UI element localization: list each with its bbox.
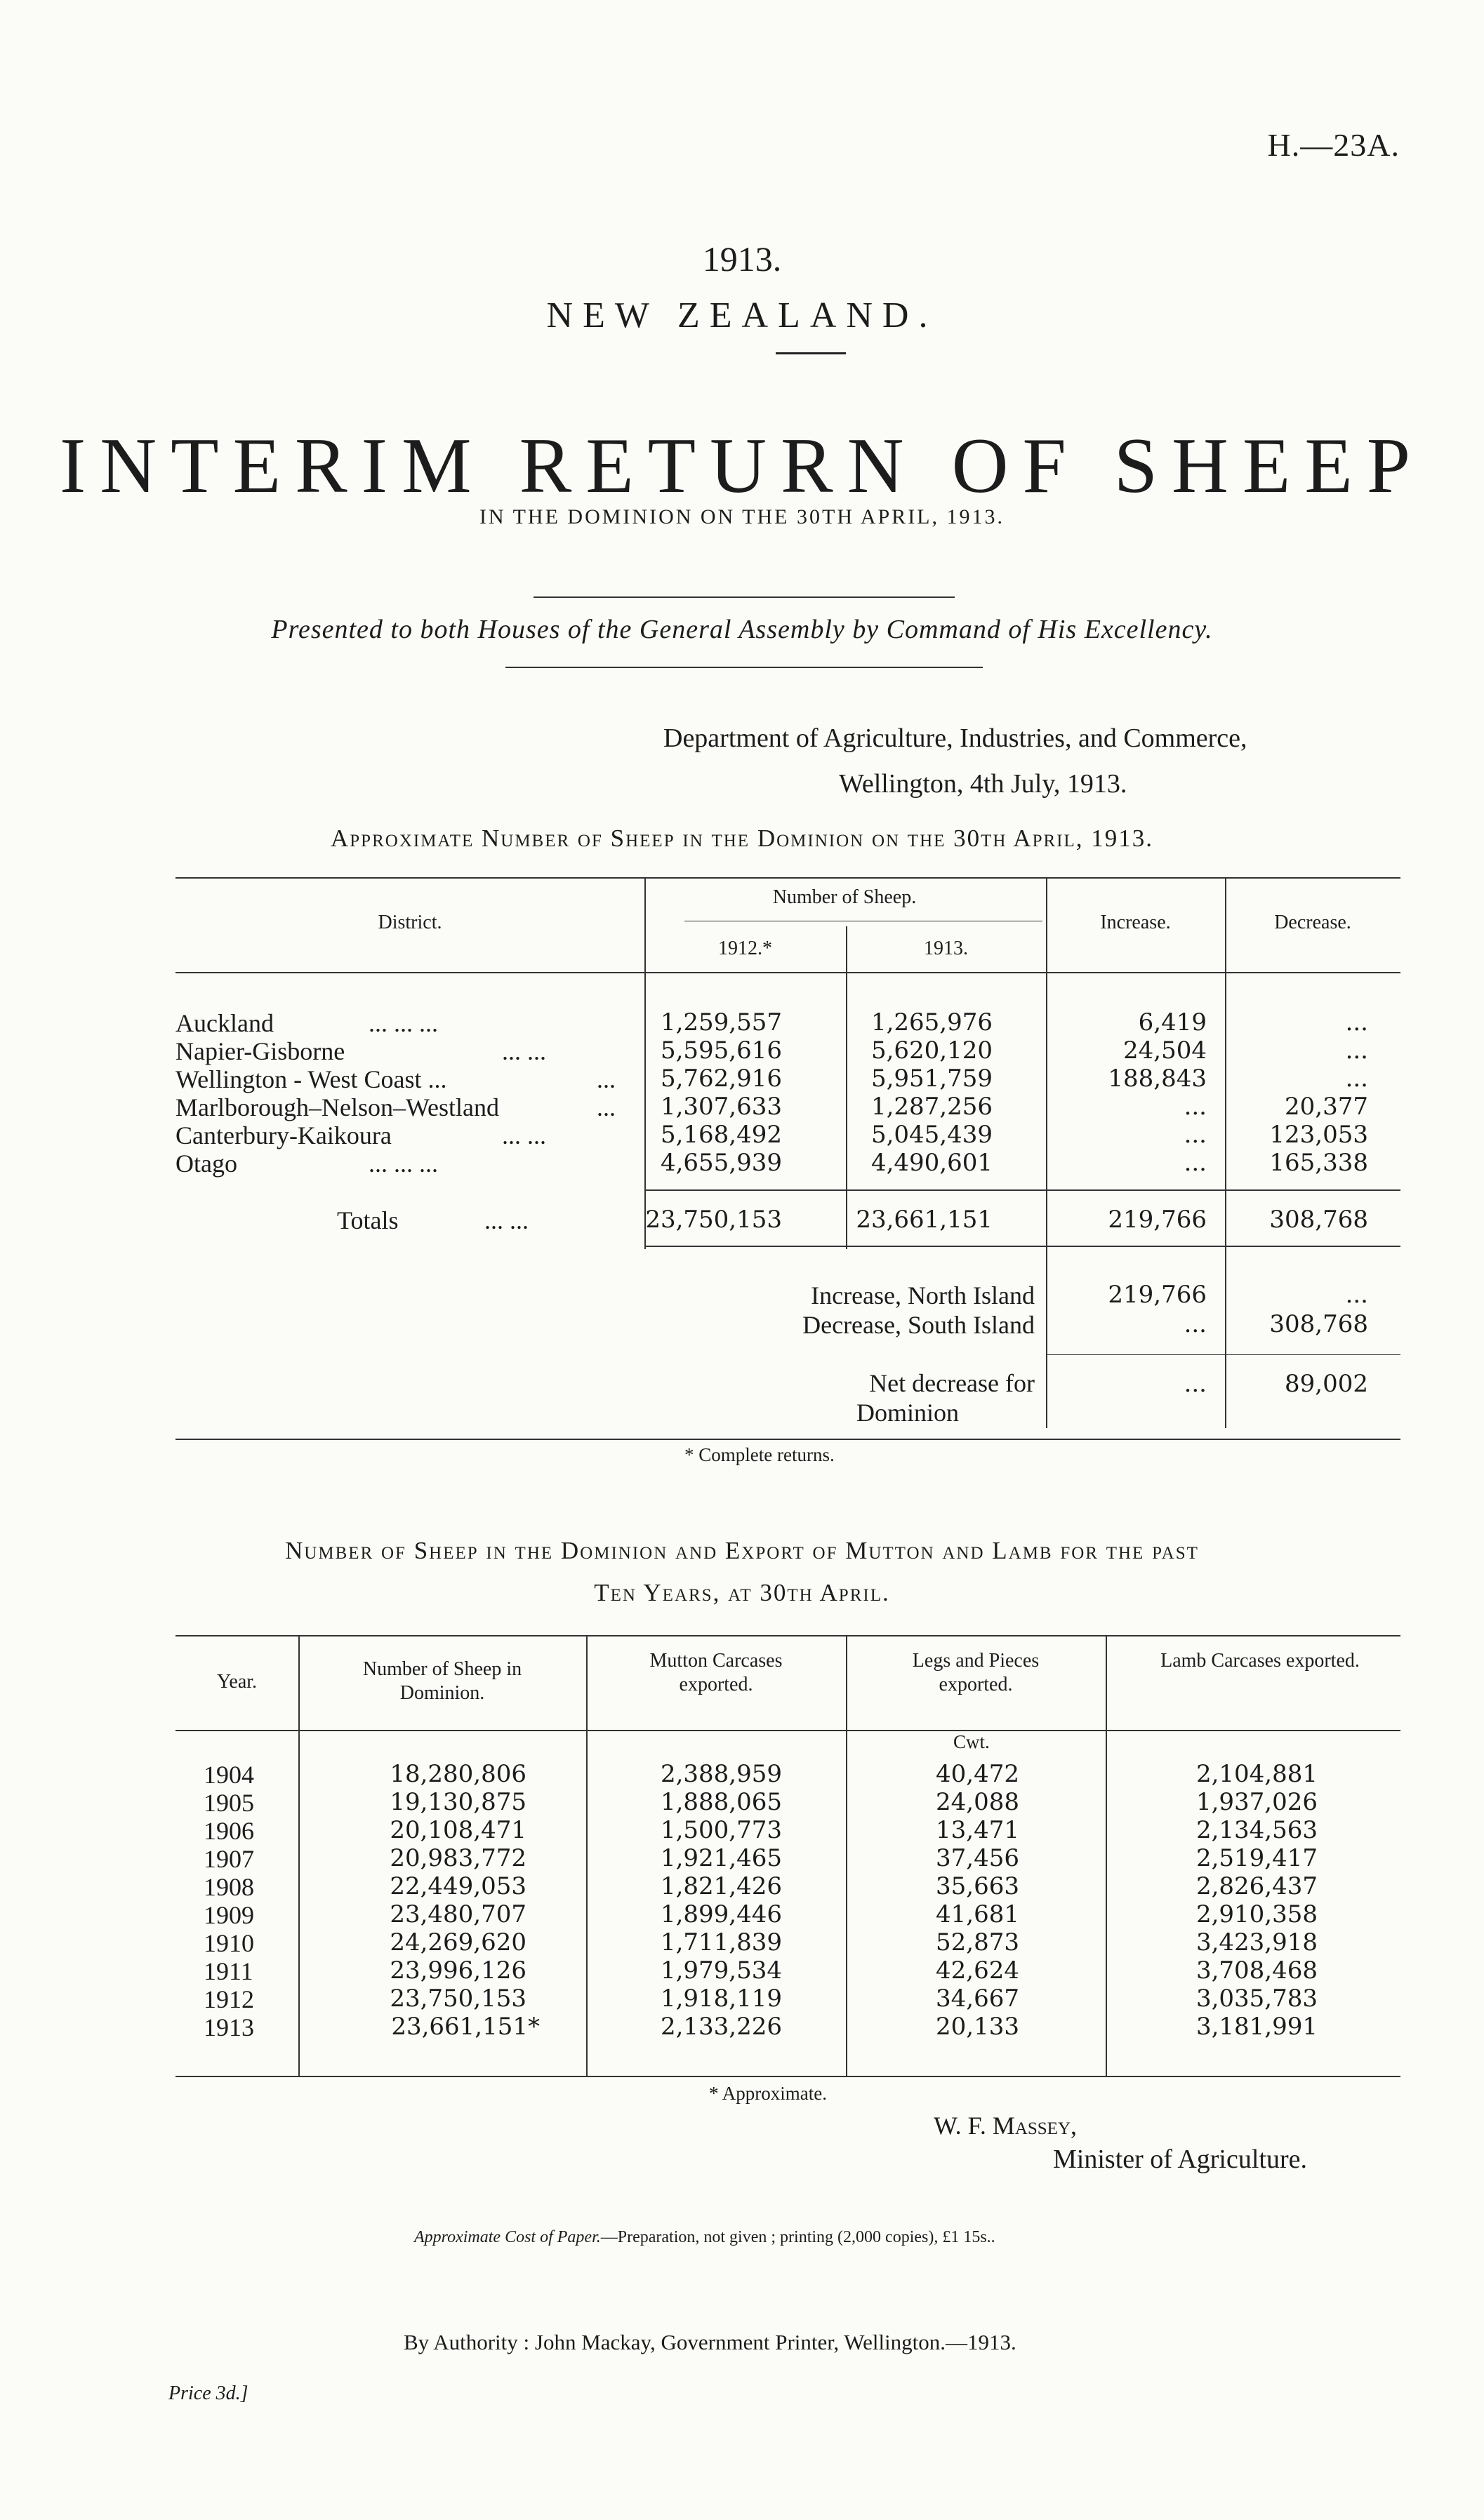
leader-dots: ... ... ... [369, 1009, 438, 1037]
net-increase: ... [1184, 1370, 1207, 1398]
cost-label: Approximate Cost of Paper. [414, 2228, 601, 2246]
presented-line: Presented to both Houses of the General Assembly by Command of His Excellency. [271, 615, 1213, 644]
summary-decrease: ... [1345, 1281, 1368, 1309]
year-cell: 1905 [204, 1789, 254, 1817]
legs-cell: 37,456 [936, 1844, 1019, 1872]
year-cell: 1911 [204, 1957, 253, 1985]
increase-value: 6,419 [1138, 1008, 1207, 1036]
legs-cell: 24,088 [936, 1788, 1019, 1816]
title-rule [776, 352, 846, 354]
increase-value: 24,504 [1123, 1036, 1207, 1065]
table1-col-divider-4 [1225, 877, 1226, 1428]
sheep-1913: 5,951,759 [870, 1065, 993, 1093]
year-cell: 1906 [204, 1817, 254, 1845]
sheep-cell: 23,750,153 [390, 1985, 526, 2013]
col-header-1912: 1912.* [718, 938, 772, 959]
sheep-1913: 4,490,601 [870, 1149, 993, 1177]
lamb-cell: 2,134,563 [1195, 1816, 1318, 1844]
mutton-cell: 1,979,534 [660, 1956, 782, 1985]
lamb-cell: 2,910,358 [1195, 1900, 1318, 1928]
mutton-cell: 1,821,426 [660, 1872, 782, 1900]
sheep-cell: 20,983,772 [390, 1844, 526, 1872]
total-increase: 219,766 [1108, 1206, 1207, 1234]
page-title: INTERIM RETURN OF SHEEP [59, 422, 1425, 509]
summary-increase: ... [1184, 1310, 1207, 1338]
net-label-line2: Dominion [856, 1399, 960, 1427]
country-heading: NEW ZEALAND. [546, 295, 938, 335]
table2-col-divider-3 [846, 1635, 847, 2076]
mutton-cell: 2,133,226 [660, 2013, 782, 2041]
increase-value: ... [1184, 1149, 1207, 1177]
year-cell: 1909 [204, 1901, 254, 1929]
table2-col-divider-1 [298, 1635, 300, 2076]
leader-dots: ... [597, 1065, 616, 1093]
leader-dots: ... ... [502, 1121, 546, 1149]
table2-header-rule [175, 1730, 1400, 1731]
net-label-line1: Net decrease for [869, 1369, 1035, 1397]
mutton-cell: 1,899,446 [660, 1900, 782, 1928]
net-decrease: 89,002 [1285, 1370, 1368, 1398]
year-cell: 1913 [204, 2013, 254, 2041]
legs-cell: 41,681 [936, 1900, 1019, 1928]
col-header-district: District. [378, 912, 442, 933]
col-header-lamb: Lamb Carcases exported. [1160, 1650, 1360, 1672]
summary-decrease: 308,768 [1269, 1310, 1368, 1338]
increase-value: ... [1184, 1121, 1207, 1149]
legs-cell: 40,472 [936, 1760, 1019, 1788]
signatory-name: W. F. Massey, [934, 2112, 1078, 2140]
col-header-legs: Legs and Pieces exported. [912, 1650, 1040, 1695]
table1-title: Approximate Number of Sheep in the Dominion on the 30th April, 1913. [331, 825, 1153, 852]
sheep-1913: 5,620,120 [870, 1036, 993, 1065]
printer-line: By Authority : John Mackay, Government Printer, Wellington.—1913. [404, 2330, 1016, 2354]
sheep-1912: 5,595,616 [660, 1036, 782, 1065]
mutton-cell: 1,500,773 [660, 1816, 782, 1844]
summary-increase: 219,766 [1108, 1281, 1207, 1309]
col-header-increase: Increase. [1100, 912, 1171, 933]
year-cell: 1907 [204, 1845, 254, 1873]
sheep-1913: 1,265,976 [870, 1008, 993, 1036]
summary-label: Increase, North Island [811, 1281, 1035, 1309]
cost-text: —Preparation, not given ; printing (2,000 copies), £1 15s.. [600, 2228, 995, 2246]
sheep-1912: 5,168,492 [660, 1121, 782, 1149]
col-header-1913: 1913. [924, 938, 968, 959]
lamb-cell: 2,826,437 [1195, 1872, 1318, 1900]
col-header-number-of-sheep: Number of Sheep. [772, 886, 917, 908]
leader-dots: ... ... [484, 1206, 529, 1234]
year-cell: 1904 [204, 1761, 254, 1789]
sheep-1912: 1,259,557 [660, 1008, 782, 1036]
mutton-cell: 2,388,959 [660, 1760, 782, 1788]
sheep-1912: 4,655,939 [660, 1149, 782, 1177]
sheep-cell: 23,480,707 [390, 1900, 526, 1928]
lamb-cell: 3,181,991 [1195, 2013, 1318, 2041]
table2-footnote: * Approximate. [709, 2083, 827, 2104]
sheep-cell: 19,130,875 [390, 1788, 526, 1816]
increase-value: 188,843 [1108, 1065, 1207, 1093]
sheep-1912: 1,307,633 [660, 1093, 782, 1121]
district-name: Wellington - West Coast ... [175, 1065, 447, 1093]
mutton-cell: 1,888,065 [660, 1788, 782, 1816]
year-cell: 1910 [204, 1929, 254, 1957]
mutton-cell: 1,711,839 [660, 1928, 782, 1956]
sheep-1913: 1,287,256 [870, 1093, 993, 1121]
lamb-cell: 1,937,026 [1195, 1788, 1318, 1816]
decrease-value: 165,338 [1269, 1149, 1368, 1177]
table1-col-divider-3 [1046, 877, 1047, 1428]
sheep-cell: 23,661,151* [391, 2013, 540, 2041]
district-name: Marlborough–Nelson–Westland [175, 1093, 500, 1121]
summary-label: Decrease, South Island [802, 1311, 1035, 1339]
department-line: Department of Agriculture, Industries, and Commerce, [663, 724, 1247, 753]
signatory-title: Minister of Agriculture. [1053, 2145, 1307, 2174]
col-header-mutton: Mutton Carcases exported. [649, 1650, 783, 1695]
table1-totals-top-rule [646, 1189, 1400, 1191]
increase-value: ... [1184, 1093, 1207, 1121]
mutton-cell: 1,921,465 [660, 1844, 782, 1872]
col-header-decrease: Decrease. [1274, 912, 1351, 933]
col-header-year: Year. [216, 1671, 258, 1693]
price-note: Price 3d.] [168, 2382, 249, 2404]
total-1912: 23,750,153 [645, 1206, 782, 1234]
table2-bottom-rule [175, 2076, 1400, 2077]
lamb-cell: 3,423,918 [1195, 1928, 1318, 1956]
sheep-cell: 23,996,126 [390, 1956, 526, 1985]
place-date-line: Wellington, 4th July, 1913. [839, 769, 1127, 799]
table1-col-divider-2 [846, 926, 847, 1249]
mutton-cell: 1,918,119 [660, 1985, 782, 2013]
legs-cell: 35,663 [936, 1872, 1019, 1900]
table2-col-divider-2 [586, 1635, 588, 2076]
year-cell: 1912 [204, 1985, 254, 2013]
rule-above-presented [534, 596, 955, 598]
table1-bottom-rule [175, 1439, 1400, 1440]
table2-title-line1: Number of Sheep in the Dominion and Export of Mutton and Lamb for the past [285, 1537, 1199, 1564]
rule-below-presented [505, 667, 983, 668]
legs-cell: 42,624 [936, 1956, 1019, 1985]
totals-label: Totals [337, 1206, 399, 1234]
col-header-sheep: Number of Sheep in Dominion. [362, 1658, 522, 1704]
decrease-value: 123,053 [1269, 1121, 1368, 1149]
lamb-cell: 2,519,417 [1195, 1844, 1318, 1872]
year-cell: 1908 [204, 1873, 254, 1901]
sheep-cell: 20,108,471 [390, 1816, 526, 1844]
decrease-value: ... [1345, 1065, 1368, 1093]
sheep-cell: 22,449,053 [390, 1872, 526, 1900]
table2-col-divider-4 [1106, 1635, 1107, 2076]
cost-of-paper-note [414, 2228, 995, 2247]
sheep-1912: 5,762,916 [660, 1065, 782, 1093]
district-name: Auckland [175, 1009, 274, 1037]
total-1913: 23,661,151 [856, 1206, 993, 1234]
sheep-cell: 18,280,806 [390, 1760, 526, 1788]
document-year: 1913. [702, 239, 782, 279]
legs-cell: 13,471 [936, 1816, 1019, 1844]
table1-col-divider-1 [644, 877, 646, 1249]
legs-cell: 20,133 [936, 2013, 1019, 2041]
leader-dots: ... [597, 1093, 616, 1121]
legs-unit-label: Cwt. [953, 1731, 990, 1752]
leader-dots: ... ... ... [369, 1149, 438, 1178]
lamb-cell: 3,035,783 [1195, 1985, 1318, 2013]
table1-totals-bottom-rule [646, 1246, 1400, 1247]
table2-title-line2: Ten Years, at 30th April. [594, 1579, 890, 1606]
table1-top-rule [175, 877, 1400, 879]
district-name: Napier-Gisborne [175, 1037, 345, 1065]
decrease-value: 20,377 [1285, 1093, 1368, 1121]
lamb-cell: 2,104,881 [1195, 1760, 1318, 1788]
table1-footnote: * Complete returns. [684, 1444, 835, 1465]
decrease-value: ... [1345, 1008, 1368, 1036]
decrease-value: ... [1345, 1036, 1368, 1065]
leader-dots: ... ... [502, 1037, 546, 1065]
document-reference: H.—23A. [1267, 127, 1400, 163]
table1-header-rule [175, 972, 1400, 973]
table1-net-rule [1046, 1354, 1400, 1355]
legs-cell: 52,873 [936, 1928, 1019, 1956]
legs-cell: 34,667 [936, 1985, 1019, 2013]
total-decrease: 308,768 [1269, 1206, 1368, 1234]
table2-top-rule [175, 1635, 1400, 1636]
district-name: Otago [175, 1149, 237, 1178]
sheep-1913: 5,045,439 [870, 1121, 993, 1149]
district-name: Canterbury-Kaikoura [175, 1121, 392, 1149]
lamb-cell: 3,708,468 [1195, 1956, 1318, 1985]
page-subtitle: IN THE DOMINION ON THE 30TH APRIL, 1913. [479, 505, 1005, 528]
sheep-cell: 24,269,620 [390, 1928, 526, 1956]
